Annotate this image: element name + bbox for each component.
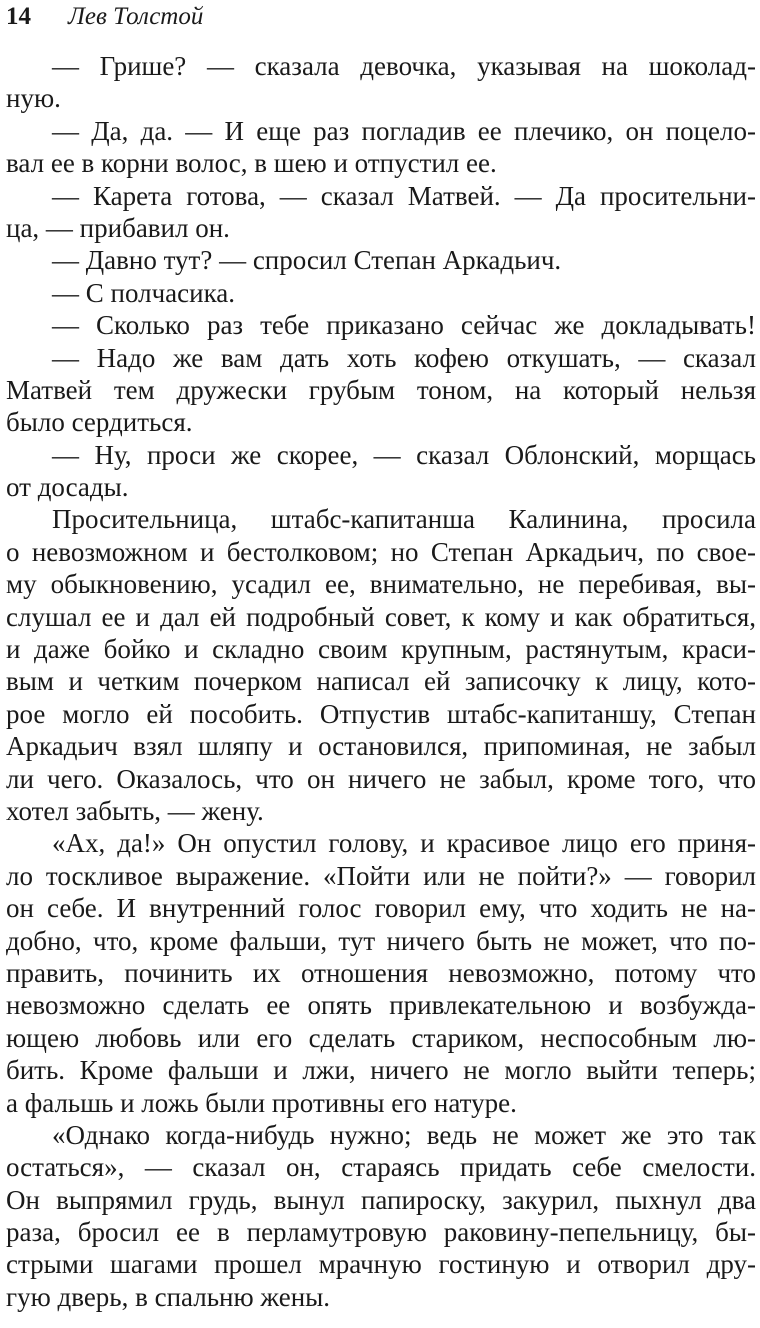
text-line: править, починить их отношения невозможно, потому что (6, 957, 756, 988)
text-line: вым и четким почерком написал ей записочку к лицу, кото- (6, 666, 756, 697)
text-line: — Надо же вам дать хоть кофею откушать, — сказал (52, 342, 756, 373)
text-line: Просительница, штабс-капитанша Калинина, просила (52, 504, 756, 535)
text-line: невозможно сделать ее опять привлекательною и возбужда- (6, 990, 756, 1021)
text-line: раза, бросил ее в перламутровую раковину-пепельницу, бы- (6, 1217, 756, 1248)
text-line: и даже бойко и складно своим крупным, растянутым, краси- (6, 634, 756, 665)
text-line: ца, — прибавил он. (6, 212, 230, 243)
text-line: рое могло ей пособить. Отпустив штабс-капитаншу, Степан (6, 698, 756, 729)
text-line: — Ну, проси же скорее, — сказал Облонский, морщась (52, 439, 756, 470)
text-line: — Да, да. — И еще раз погладив ее плечико, он поцело- (52, 115, 756, 146)
text-line: стрыми шагами прошел мрачную гостиную и отворил дру- (6, 1249, 756, 1280)
text-line: ли чего. Оказалось, что он ничего не забыл, кроме того, что (6, 763, 756, 794)
text-line: «Однако когда-нибудь нужно; ведь не может же это так (52, 1119, 756, 1150)
text-line: бить. Кроме фальши и лжи, ничего не могло выйти теперь; (6, 1055, 756, 1086)
page-number: 14 (6, 3, 31, 30)
text-line: слушал ее и дал ей подробный совет, к кому и как обратиться, (6, 601, 756, 632)
text-line: ющею любовь или его сделать стариком, неспособным лю- (6, 1022, 756, 1053)
running-head (6, 2, 203, 32)
text-line: гую дверь, в спальню жены. (6, 1281, 331, 1312)
text-line: Аркадьич взял шляпу и остановился, припоминая, не забыл (6, 731, 756, 762)
text-line: Матвей тем дружески грубым тоном, на который нельзя (6, 374, 756, 405)
text-line: му обыкновению, усадил ее, внимательно, не перебивая, вы- (6, 569, 756, 600)
text-line: — Давно тут? — спросил Степан Аркадьич. (52, 245, 562, 276)
text-line: хотел забыть, — жену. (6, 795, 264, 826)
text-line: — Сколько раз тебе приказано сейчас же докладывать! (52, 310, 756, 341)
text-line: от досады. (6, 472, 129, 503)
text-line: — Грише? — сказала девочка, указывая на шоколад- (52, 51, 756, 81)
book-author: Лев Толстой (68, 3, 204, 30)
text-line: а фальшь и ложь были противны его натуре. (6, 1087, 517, 1118)
text-line: Он выпрямил грудь, вынул папироску, закурил, пыхнул два (6, 1184, 756, 1215)
text-line: добно, что, кроме фальши, тут ничего быть не может, что по- (6, 925, 756, 956)
text-line: — С полчасика. (52, 277, 236, 308)
text-line: «Ах, да!» Он опустил голову, и красивое лицо его приня- (52, 828, 756, 859)
text-line: ную. (6, 83, 61, 114)
text-line: было сердиться. (6, 407, 193, 438)
text-line: остаться», — сказал он, стараясь придать себе смелости. (6, 1152, 756, 1183)
text-line: вал ее в корни волос, в шею и отпустил ее. (6, 148, 497, 179)
text-line: о невозможном и бестолковом; но Степан Аркадьич, по свое- (6, 536, 756, 567)
text-line: — Карета готова, — сказал Матвей. — Да просительни- (52, 180, 756, 211)
text-line: он себе. И внутренний голос говорил ему, что ходить не на- (6, 893, 756, 924)
text-block (6, 50, 756, 1313)
text-line: ло тоскливое выражение. «Пойти или не пойти?» — говорил (6, 860, 756, 891)
